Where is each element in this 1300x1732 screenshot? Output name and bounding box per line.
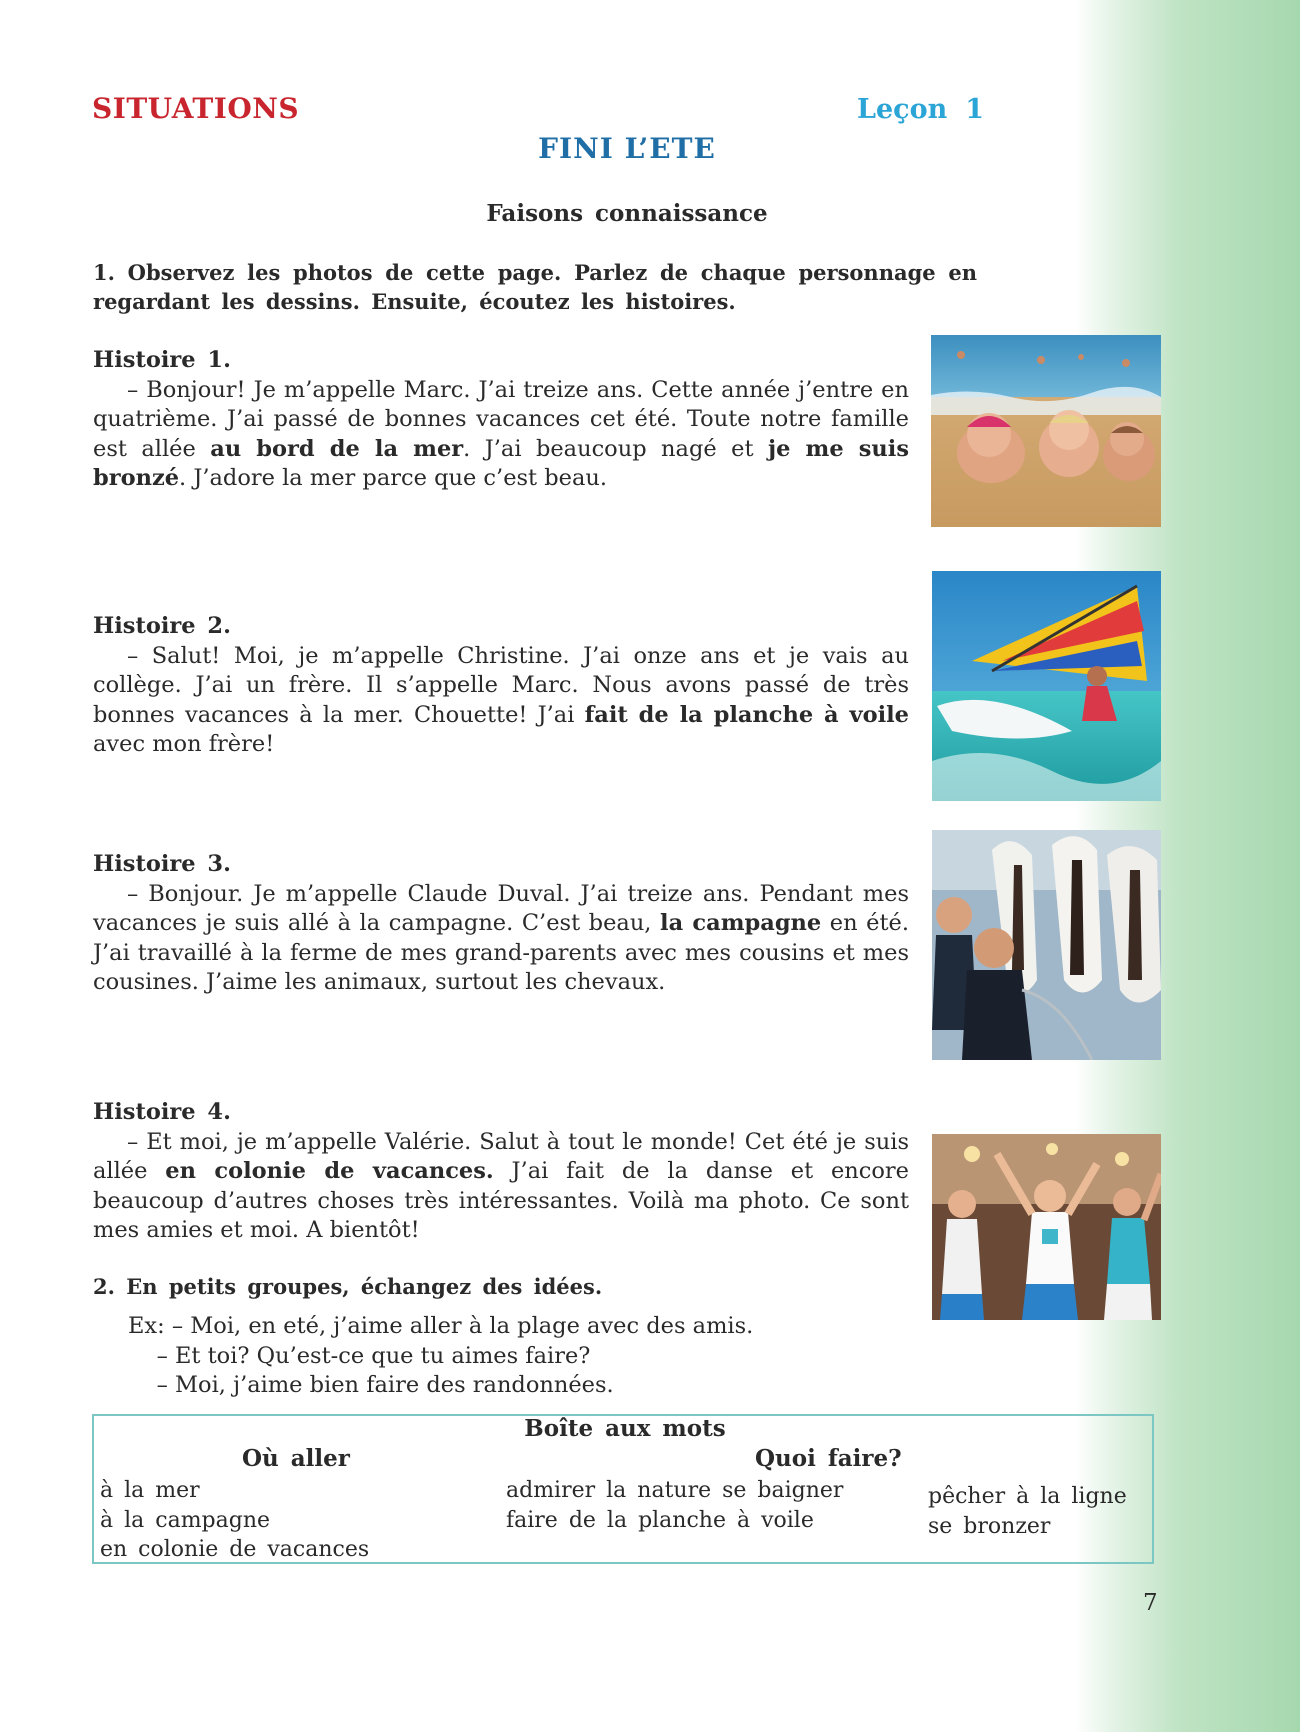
beach-children-photo (931, 335, 1161, 527)
story-2 (93, 612, 909, 760)
example-line: – Moi, j’aime bien faire des randonnées. (128, 1372, 614, 1398)
word-box-title: Boîte aux mots (524, 1415, 726, 1442)
dancing-girls-photo (932, 1134, 1161, 1320)
story-text: – Salut! Moi, je m’appelle Christine. J’ai onze ans et je vais au collège. J’ai un frère. Il s’appelle Marc. Nous avons passé de très bonnes vacances à la mer. Chouette! J’ai fait de la planche à voile avec mon frère! (93, 642, 909, 757)
what-list-2 (928, 1482, 1127, 1541)
story-3 (93, 850, 909, 998)
exercise-2-example (128, 1312, 753, 1401)
horses-boys-photo (932, 830, 1161, 1060)
story-heading: Histoire 4. (93, 1099, 231, 1125)
story-heading: Histoire 1. (93, 347, 231, 373)
where-list (100, 1476, 369, 1565)
page-subtitle: Faisons connaissance (486, 200, 768, 227)
page-title: FINI L’ETE (538, 132, 716, 165)
list-item: à la campagne (100, 1507, 271, 1533)
section-label: SITUATIONS (92, 92, 300, 125)
story-text: – Bonjour. Je m’appelle Claude Duval. J’ai treize ans. Pendant mes vacances je suis allé à la campagne. C’est beau, la campagne en été. J’ai travaillé à la ferme de mes grand-parents avec mes cousins et mes cousines. J’aime les animaux, surtout les chevaux. (93, 880, 910, 995)
example-line: – Et toi? Qu’est-ce que tu aimes faire? (128, 1342, 591, 1369)
story-1 (93, 346, 909, 494)
lesson-label (857, 94, 984, 125)
exercise-1-instruction: 1. Observez les photos de cette page. Parlez de chaque personnage en regardant les dessins. Ensuite, écoutez les histoires. (93, 260, 977, 314)
lesson-word: Leçon (857, 94, 948, 125)
story-text: – Bonjour! Je m’appelle Marc. J’ai treize ans. Cette année j’entre en quatrième. J’ai passé de bonnes vacances cet été. Toute notre famille est allée au bord de la mer. J’ai beaucoup nagé et je me suis bronzé. J’adore la mer parce que c’est beau. (93, 376, 910, 491)
story-4 (93, 1098, 909, 1246)
story-text: – Et moi, je m’appelle Valérie. Salut à tout le monde! Cet été je suis allée en colonie de vacances. J’ai fait de la danse et encore beaucoup d’autres choses très intéressantes. Voilà ma photo. Ce sont mes amies et moi. A bientôt! (93, 1128, 909, 1243)
list-item: admirer la nature se baigner (506, 1478, 844, 1503)
list-item: en colonie de vacances (100, 1537, 370, 1562)
what-list (506, 1476, 843, 1535)
word-box (92, 1414, 1154, 1564)
list-item: se bronzer (928, 1513, 1051, 1539)
what-header: Quoi faire? (755, 1445, 902, 1472)
lesson-number: 1 (965, 94, 985, 125)
windsurf-photo (932, 571, 1161, 801)
list-item: pêcher à la ligne (928, 1484, 1127, 1509)
exercise-2-instruction: 2. En petits groupes, échangez des idées. (93, 1274, 603, 1299)
page-number: 7 (1143, 1590, 1158, 1616)
list-item: à la mer (100, 1478, 200, 1503)
where-header: Où aller (242, 1445, 350, 1472)
example-line: Ex: – Moi, en eté, j’aime aller à la plage avec des amis. (128, 1313, 754, 1339)
story-heading: Histoire 3. (93, 851, 231, 877)
list-item: faire de la planche à voile (506, 1507, 814, 1533)
story-heading: Histoire 2. (93, 613, 231, 639)
